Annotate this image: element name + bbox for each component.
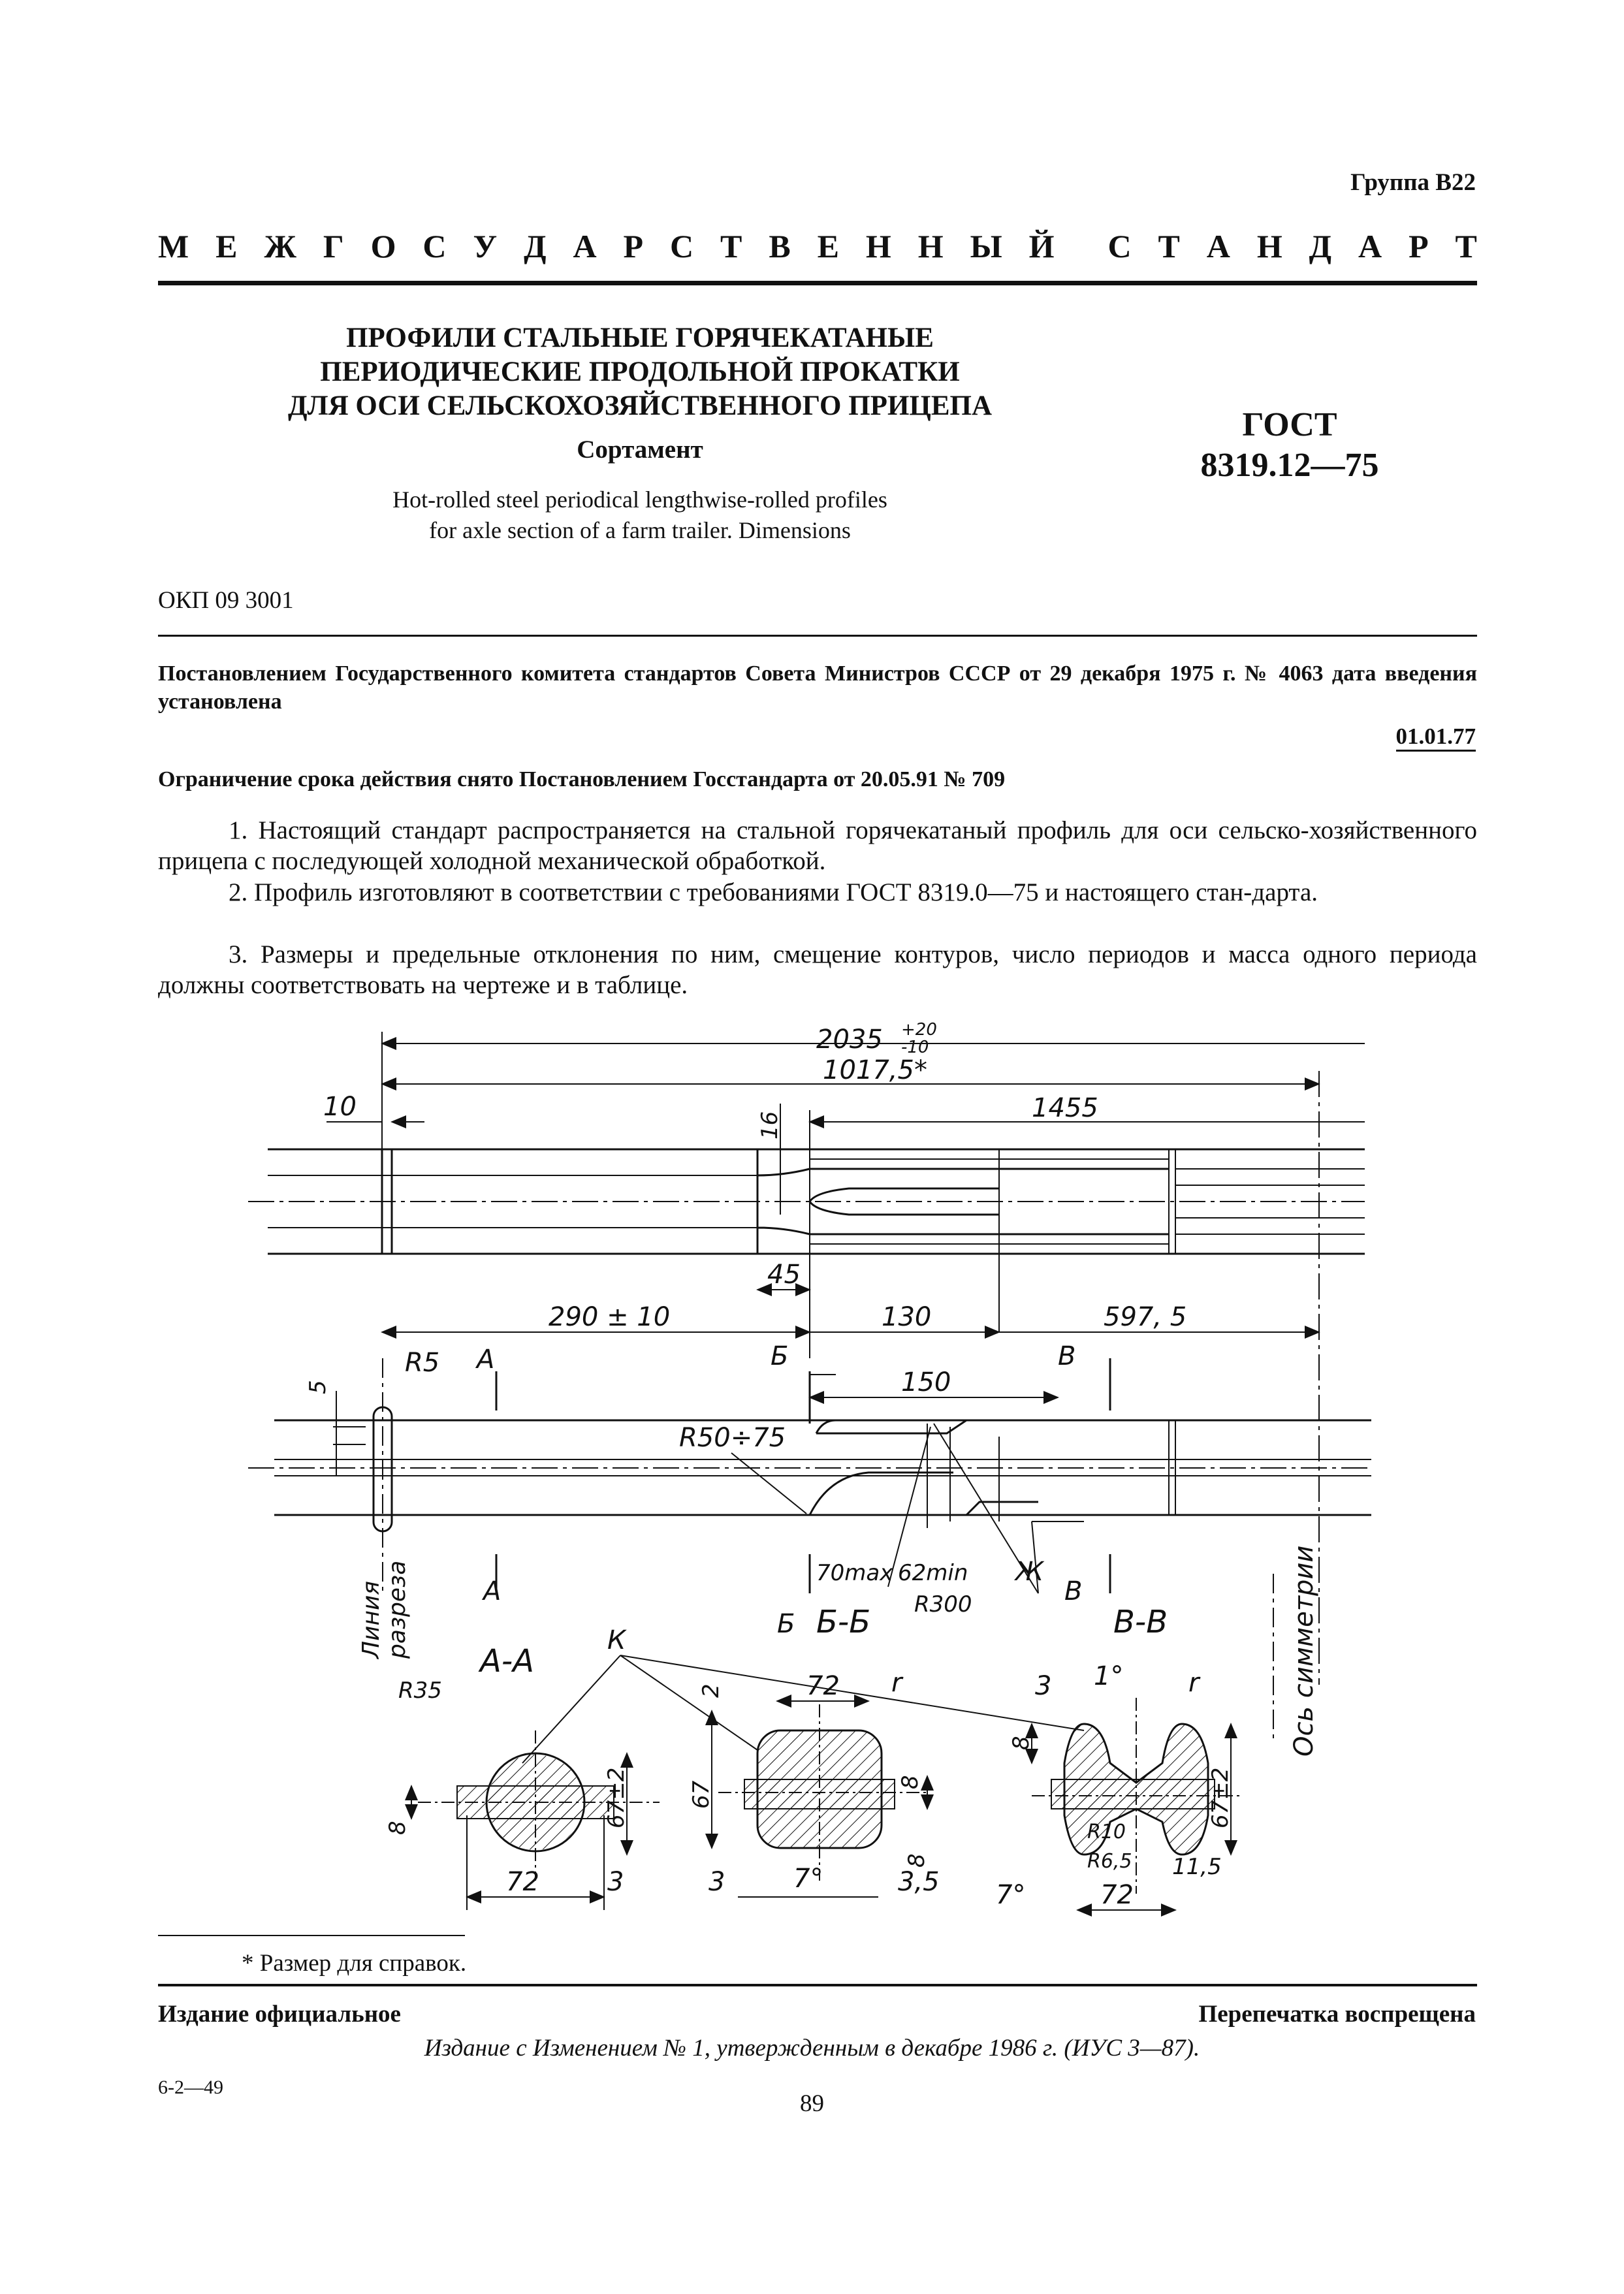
dimension-16: 16 xyxy=(757,1111,783,1139)
dimension-150: 150 xyxy=(901,1367,951,1397)
heading-letter: Ж xyxy=(264,228,296,264)
symmetry-axis-label: Ось симметрии xyxy=(1289,1545,1319,1757)
paragraph-text: 1. Настоящий стандарт распространяется на стальной горячекатаный профиль для оси сельско-хозяйственного прицепа с последующей холодной механической обработкой. xyxy=(158,816,1477,875)
dimension-8-b: 8 xyxy=(904,1853,930,1868)
dimension-1017-5: 1017,5* xyxy=(823,1055,927,1085)
dimension-2035: 2035 xyxy=(816,1025,883,1055)
group-label: Группа В22 xyxy=(1350,169,1476,196)
dimension-67pm2-v: 67±2 xyxy=(1207,1767,1234,1828)
heading-letter: С xyxy=(669,228,694,264)
dimension-3-5: 3,5 xyxy=(898,1867,940,1897)
heading-letter: Р xyxy=(623,228,644,264)
title-line: ДЛЯ ОСИ СЕЛЬСКОХОЗЯЙСТВЕННОГО ПРИЦЕПА xyxy=(287,390,993,421)
gost-label: ГОСТ xyxy=(1242,406,1337,443)
angle-7-b: 7° xyxy=(793,1864,823,1894)
reprint-label: Перепечатка воспрещена xyxy=(1198,2001,1476,2028)
section-mark-v-top: В xyxy=(1058,1341,1076,1371)
dimension-3-a: 3 xyxy=(607,1867,624,1897)
radius-r300: R300 xyxy=(914,1591,972,1617)
heading-letter: А xyxy=(573,228,597,264)
document-subtitle: Сортамент xyxy=(577,436,703,464)
heading-letter: Е xyxy=(215,228,238,264)
section-title-aa: А-А xyxy=(480,1643,534,1680)
okp-code: ОКП 09 3001 xyxy=(158,587,294,614)
heading-letter: Н xyxy=(917,228,944,264)
print-code: 6-2—49 xyxy=(158,2077,223,2098)
dimension-67pm2-a: 67±2 xyxy=(603,1767,629,1828)
dimension-62min: 62min xyxy=(898,1560,968,1586)
heading-letter: Т xyxy=(1158,228,1180,264)
page-number: 89 xyxy=(800,2090,824,2117)
label-zh: Ж xyxy=(1015,1557,1044,1587)
radius-r50-75: R50÷75 xyxy=(679,1423,786,1453)
dimension-5: 5 xyxy=(305,1380,331,1394)
dimension-2: 2 xyxy=(698,1683,724,1698)
heading-letter: Г xyxy=(323,228,344,264)
heading-letter: Д xyxy=(1309,228,1332,264)
english-title-line: for axle section of a farm trailer. Dimensions xyxy=(429,517,851,543)
heading-letter: Т xyxy=(720,228,742,264)
heading-letter: С xyxy=(422,228,447,264)
dimension-130: 130 xyxy=(882,1302,932,1332)
section-title-vv: В-В xyxy=(1113,1604,1168,1640)
heading-letter: Т xyxy=(1455,228,1477,264)
english-title-line: Hot-rolled steel periodical lengthwise-rolled profiles xyxy=(392,486,887,513)
limit-text: Ограничение срока действия снято Постановлением Госстандарта от 20.05.91 № 709 xyxy=(158,767,1006,791)
decree-text: Постановлением Государственного комитета стандартов Совета Министров СССР от 29 декабря 1975 г. № 4063 дата введения установлена xyxy=(158,661,1477,714)
title-line: ПЕРИОДИЧЕСКИЕ ПРОДОЛЬНОЙ ПРОКАТКИ xyxy=(320,357,960,387)
dimension-72-v: 72 xyxy=(1100,1880,1134,1910)
radius-r6-5: R6,5 xyxy=(1087,1850,1132,1873)
heading-letter: Н xyxy=(865,228,891,264)
dimension-72-b: 72 xyxy=(806,1671,840,1701)
dimension-10: 10 xyxy=(323,1092,357,1122)
dimension-11-5: 11,5 xyxy=(1172,1854,1222,1880)
radius-r5: R5 xyxy=(405,1348,440,1378)
section-mark-b-top: Б xyxy=(771,1341,789,1371)
radius-r10: R10 xyxy=(1087,1821,1126,1843)
paragraph-text: 3. Размеры и предельные отклонения по ним, смещение контуров, число периодов и масса одного периода должны соответствовать на чертеже и в таблице. xyxy=(158,940,1477,999)
heading-letter: М xyxy=(158,228,189,264)
heading-letter: Е xyxy=(817,228,839,264)
heading-letter: С xyxy=(1107,228,1132,264)
dimension-1455: 1455 xyxy=(1032,1093,1098,1123)
cut-line-label-2: разреза xyxy=(384,1560,411,1659)
angle-7-v: 7° xyxy=(996,1880,1026,1910)
radius-r-v: r xyxy=(1188,1668,1200,1698)
dimension-3-b: 3 xyxy=(709,1867,725,1897)
footnote: * Размер для справок. xyxy=(242,1950,467,1977)
section-mark-a-bottom: А xyxy=(483,1576,502,1606)
cut-line-label-1: Линия xyxy=(358,1580,385,1659)
paragraph-text: 2. Профиль изготовляют в соответствии с требованиями ГОСТ 8319.0—75 и настоящего стан-дарта. xyxy=(229,878,1318,906)
dimension-8-c: 8 xyxy=(897,1775,923,1789)
radius-r35: R35 xyxy=(398,1678,442,1704)
tolerance-lower: -10 xyxy=(901,1038,929,1057)
angle-1: 1° xyxy=(1094,1661,1124,1691)
heading-letter: Ы xyxy=(970,228,1002,264)
radius-r-b: r xyxy=(891,1668,902,1698)
heading-letter: Н xyxy=(1256,228,1282,264)
edition-label: Издание официальное xyxy=(158,2001,401,2028)
gost-code: 8319.12—75 xyxy=(1200,447,1379,484)
introduction-date: 01.01.77 xyxy=(1396,724,1476,752)
tolerance-upper: +20 xyxy=(901,1020,937,1040)
dimension-290: 290 ± 10 xyxy=(549,1302,671,1332)
section-mark-v-bottom: В xyxy=(1064,1576,1083,1606)
dimension-72-a: 72 xyxy=(506,1867,539,1897)
heading-letter: А xyxy=(1358,228,1382,264)
amendment-note: Издание с Изменением № 1, утвержденным в декабре 1986 г. (ИУС 3—87). xyxy=(424,2035,1200,2062)
section-mark-b-bottom: Б xyxy=(777,1609,795,1639)
section-mark-a-top: А xyxy=(477,1345,495,1375)
dimension-3-v: 3 xyxy=(1035,1671,1052,1701)
section-title-bb: Б-Б xyxy=(816,1604,871,1640)
title-line: ПРОФИЛИ СТАЛЬНЫЕ ГОРЯЧЕКАТАНЫЕ xyxy=(346,323,934,353)
dimension-67: 67 xyxy=(688,1780,714,1809)
heading-letter: О xyxy=(370,228,396,264)
label-k: К xyxy=(607,1625,626,1655)
dimension-45: 45 xyxy=(767,1260,801,1290)
heading-letter: Й xyxy=(1028,228,1055,264)
dimension-70max: 70max xyxy=(816,1560,893,1586)
dimension-8-v: 8 xyxy=(1008,1736,1034,1750)
footnote-rule xyxy=(158,1935,465,1936)
dimension-8-a: 8 xyxy=(385,1821,411,1835)
heading-letter: В xyxy=(769,228,791,264)
footer-rule xyxy=(158,1984,1477,1986)
heading-letter: А xyxy=(1206,228,1230,264)
heading-letter: Р xyxy=(1409,228,1429,264)
heading-letter: Д xyxy=(524,228,547,264)
dimension-597-5: 597, 5 xyxy=(1104,1302,1187,1332)
heading-letter: У xyxy=(473,228,498,264)
